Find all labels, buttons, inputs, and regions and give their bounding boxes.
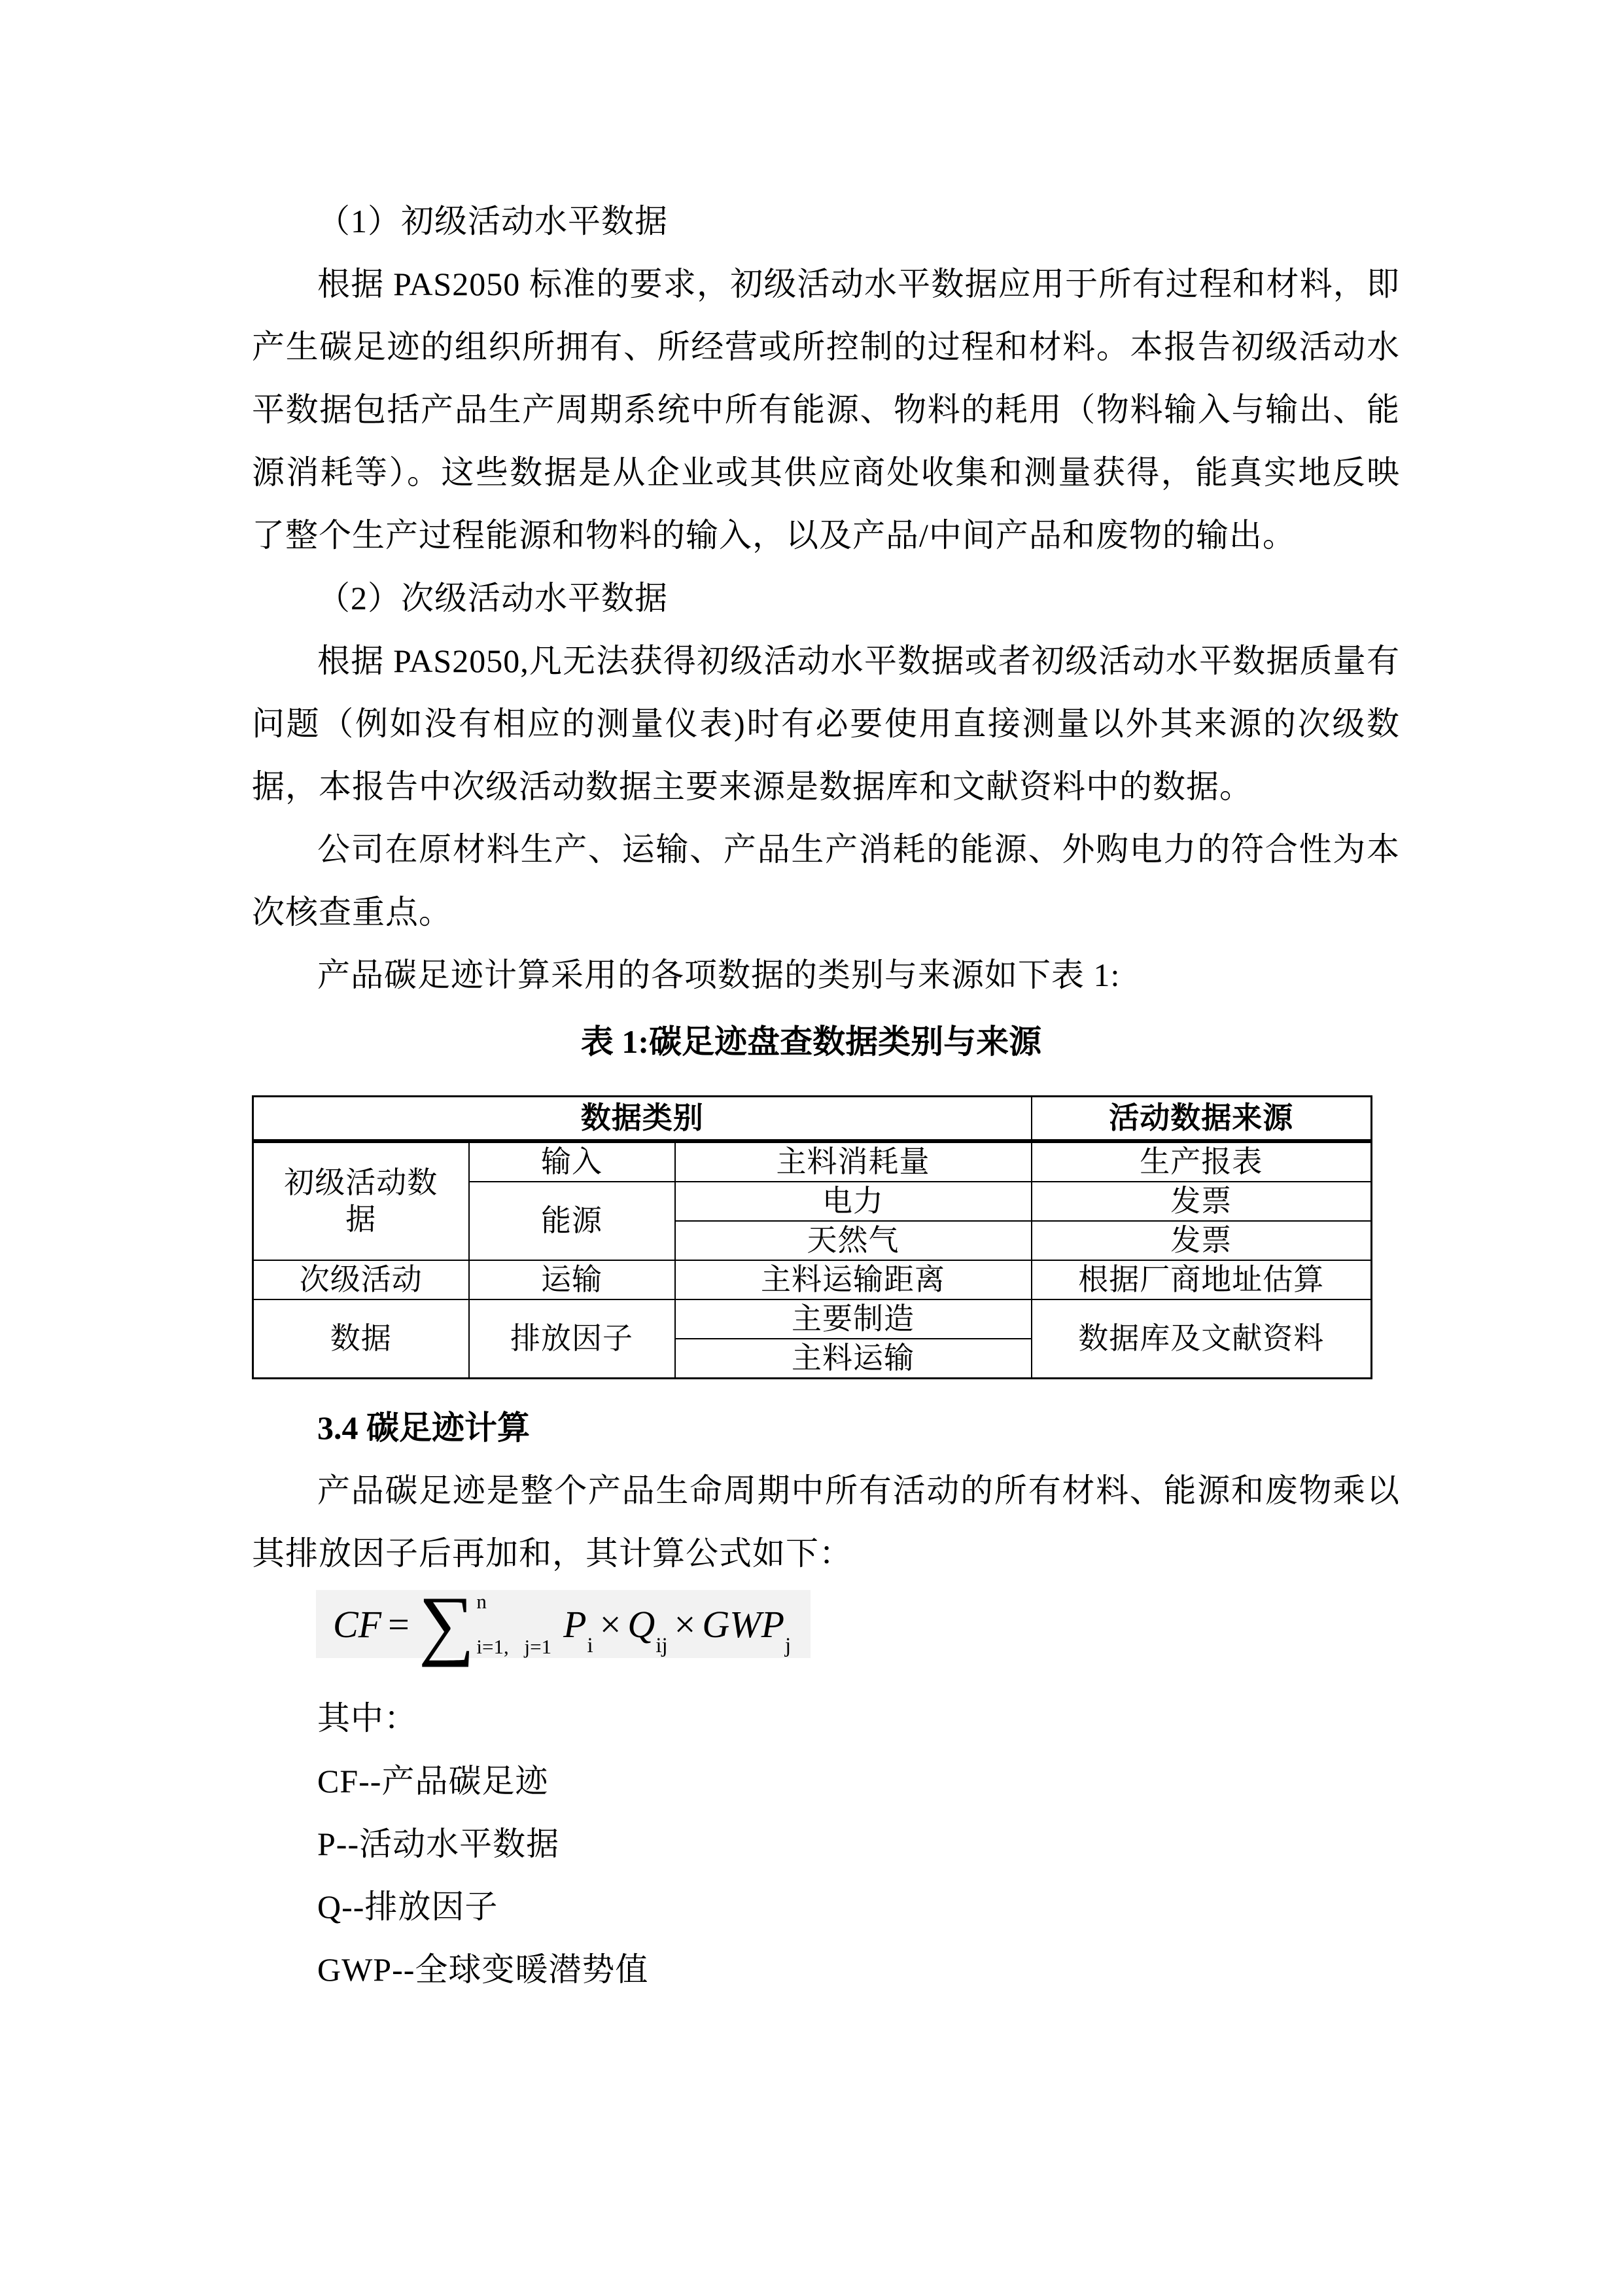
definition-q: Q--排放因子 [317, 1888, 498, 1925]
sigma-icon: ∑ [418, 1580, 475, 1667]
cell-input: 输入 [469, 1141, 675, 1182]
cell-production-report: 生产报表 [1032, 1141, 1372, 1182]
term-q-base: Q [627, 1602, 655, 1646]
cell-energy: 能源 [469, 1182, 675, 1260]
term-p-subscript: i [587, 1633, 593, 1657]
header-cell-data-category: 数据类别 [253, 1097, 1032, 1142]
term-q-subscript: ij [655, 1633, 668, 1657]
cell-database-literature: 数据库及文献资料 [1032, 1299, 1372, 1379]
summation-upper-limit: n [476, 1590, 487, 1613]
cell-main-manufacturing: 主要制造 [675, 1299, 1032, 1339]
paragraph-formula-intro: 产品碳足迹是整个产品生命周期中所有活动的所有材料、能源和废物乘以其排放因子后再加和，其计算公式如下： [252, 1472, 1400, 1572]
paragraph-primary-data-body: 根据 PAS2050 标准的要求，初级活动水平数据应用于所有过程和材料，即产生碳足迹的组织所拥有、所经营或所控制的过程和材料。本报告初级活动水平数据包括产品生产周期系统中所有能源、物料的耗用（物料输入与输出、能源消耗等）。这些数据是从企业或其供应商处收集和测量获得，能真实地反映了整个生产过程能源和物料的输入，以及产品/中间产品和废物的输出。 [252, 266, 1400, 554]
summation-symbol [418, 1580, 552, 1667]
cell-main-transport: 主料运输 [675, 1339, 1032, 1379]
paragraph-secondary-data-label: （2）次级活动水平数据 [317, 580, 668, 616]
formula-term-p [563, 1602, 593, 1657]
cell-secondary-activity: 次级活动 [253, 1260, 469, 1299]
summation-limits [476, 1591, 551, 1657]
formula-lhs: CF [333, 1602, 382, 1646]
table-title: 表 1:碳足迹盘查数据类别与来源 [580, 1023, 1042, 1060]
definition-gwp: GWP--全球变暖潜势值 [317, 1951, 649, 1988]
cell-data: 数据 [253, 1299, 469, 1379]
paragraph-primary-data-label: （1）初级活动水平数据 [317, 203, 668, 239]
cell-primary-activity-data: 初级活动数据 [253, 1141, 469, 1260]
cell-natural-gas: 天然气 [675, 1221, 1032, 1260]
cell-invoice-electricity: 发票 [1032, 1182, 1372, 1221]
term-gwp-base: GWP [702, 1602, 785, 1646]
definition-cf: CF--产品碳足迹 [317, 1763, 549, 1799]
paragraph-secondary-data-body: 根据 PAS2050,凡无法获得初级活动水平数据或者初级活动水平数据质量有问题（例如没有相应的测量仪表)时有必要使用直接测量以外其来源的次级数据，本报告中次级活动数据主要来源是数据库和文献资料中的数据。 [252, 643, 1400, 805]
definition-p: P--活动水平数据 [317, 1826, 560, 1862]
table-header-row [253, 1097, 1372, 1142]
cell-transport: 运输 [469, 1260, 675, 1299]
data-category-source-table [252, 1095, 1372, 1379]
table-row [253, 1141, 1372, 1182]
section-heading-3-4: 3.4 碳足迹计算 [317, 1409, 530, 1446]
cell-material-consumption: 主料消耗量 [675, 1141, 1032, 1182]
cell-emission-factor: 排放因子 [469, 1299, 675, 1379]
cell-address-estimate: 根据厂商地址估算 [1032, 1260, 1372, 1299]
summation-lower-limit: i=1, j=1 [476, 1635, 552, 1658]
term-gwp-subscript: j [785, 1633, 792, 1657]
multiply-sign: × [674, 1602, 696, 1646]
header-cell-activity-data-source: 活动数据来源 [1032, 1097, 1372, 1142]
formula-term-q [627, 1602, 668, 1657]
cell-transport-distance: 主料运输距离 [675, 1260, 1032, 1299]
table-row [253, 1260, 1372, 1299]
cell-electricity: 电力 [675, 1182, 1032, 1221]
multiply-sign: × [599, 1602, 621, 1646]
paragraph-verification-focus: 公司在原材料生产、运输、产品生产消耗的能源、外购电力的符合性为本次核查重点。 [252, 831, 1400, 930]
table-row [253, 1299, 1372, 1339]
paragraph-table-lead-in: 产品碳足迹计算采用的各项数据的类别与来源如下表 1: [317, 957, 1121, 993]
definitions-intro: 其中： [317, 1700, 417, 1737]
term-p-base: P [563, 1602, 587, 1646]
formula-equals: = [388, 1602, 410, 1646]
formula-term-gwp [702, 1602, 792, 1657]
carbon-footprint-formula [316, 1580, 811, 1667]
cell-invoice-gas: 发票 [1032, 1221, 1372, 1260]
